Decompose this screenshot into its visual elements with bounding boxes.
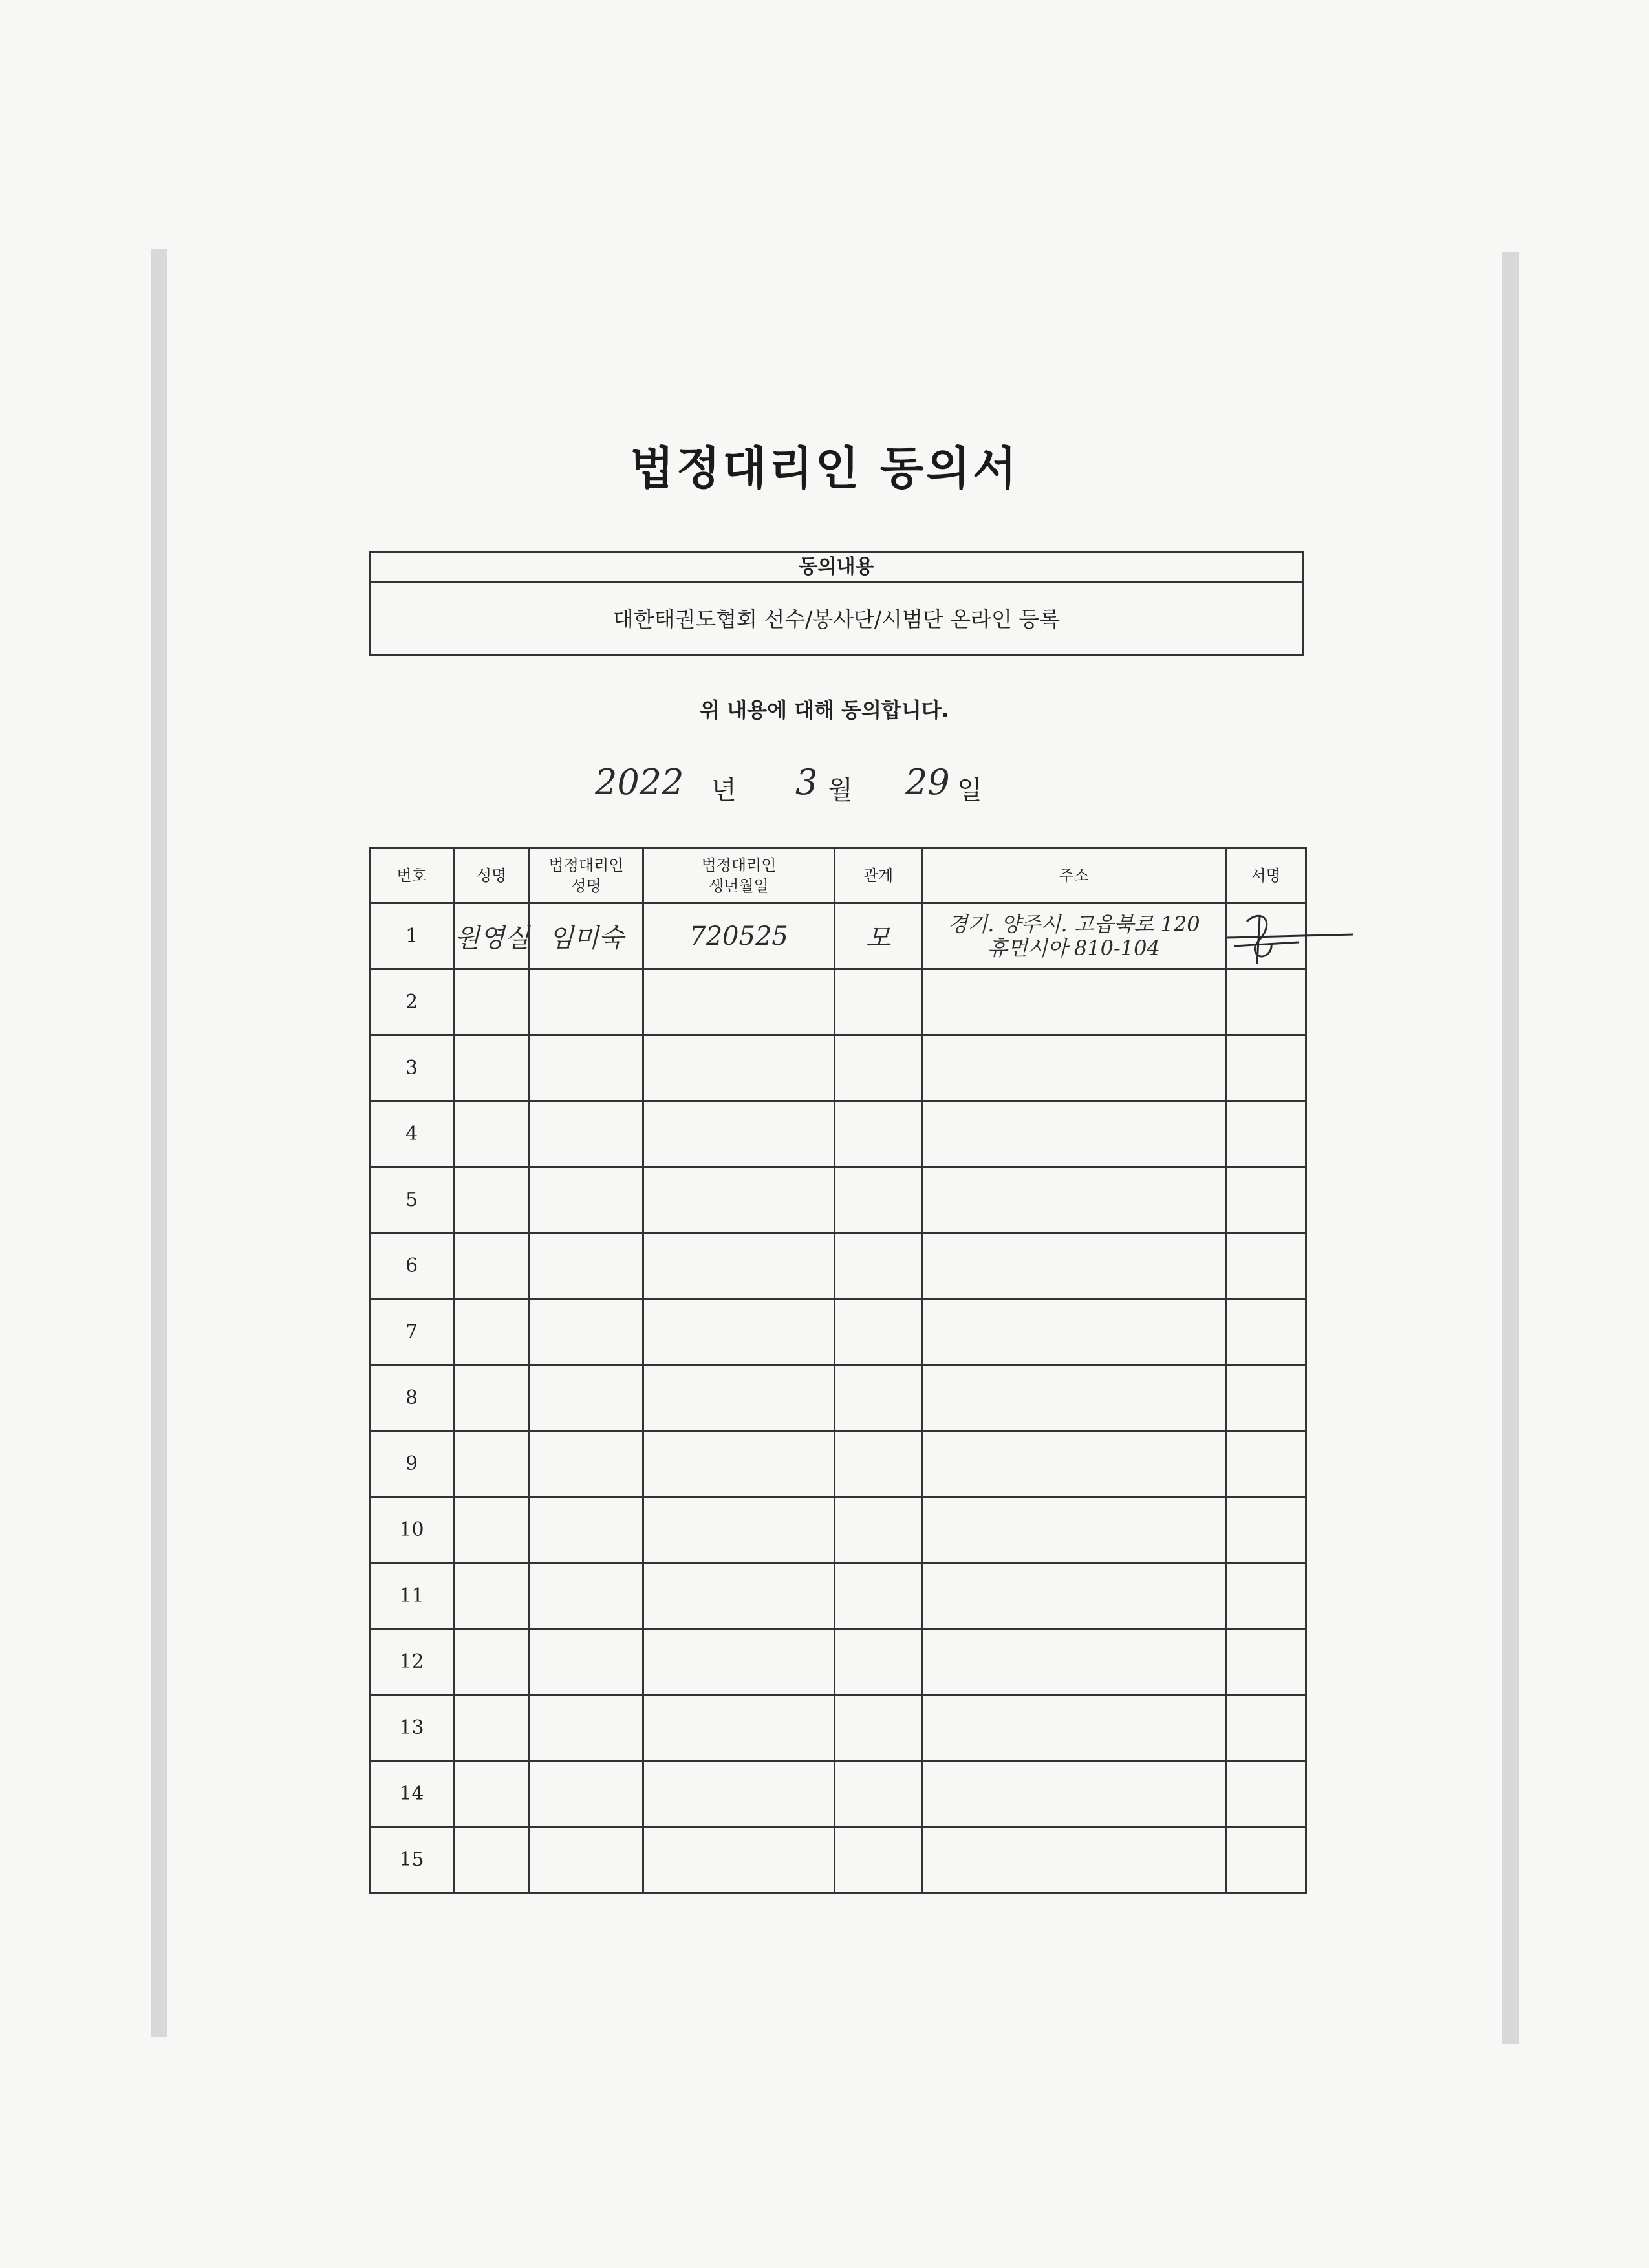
row-guardian-name (530, 1233, 643, 1299)
table-row (370, 1035, 1306, 1101)
row-guardian-birth (643, 1629, 835, 1695)
date-year: 2022 (595, 762, 684, 803)
header-address: 주소 (922, 848, 1226, 903)
row-name (454, 1365, 530, 1431)
header-guardian-name-line2: 성명 (571, 877, 601, 895)
table-row (370, 1629, 1306, 1695)
row-address (922, 1233, 1226, 1299)
date-line (595, 757, 1048, 815)
row-name (454, 969, 530, 1035)
row-name (454, 1233, 530, 1299)
row-name (454, 1497, 530, 1563)
row-no: 13 (370, 1695, 454, 1761)
row-guardian-birth (643, 1827, 835, 1893)
table-row (370, 1233, 1306, 1299)
row-guardian-name (530, 1101, 643, 1167)
row-name (454, 1695, 530, 1761)
row-signature (1226, 1233, 1306, 1299)
table-row (370, 969, 1306, 1035)
table-row (370, 1827, 1306, 1893)
row-relation (835, 969, 922, 1035)
row-guardian-birth (643, 969, 835, 1035)
row-no: 9 (370, 1431, 454, 1497)
row-guardian-name (530, 969, 643, 1035)
date-day: 29 (905, 762, 950, 803)
row-guardian-name (530, 1035, 643, 1101)
table-row (370, 1299, 1306, 1365)
row-address (922, 1431, 1226, 1497)
row-guardian-name: 임미숙 (530, 903, 643, 969)
row-guardian-name (530, 1299, 643, 1365)
row-guardian-name (530, 1761, 643, 1827)
row-no: 10 (370, 1497, 454, 1563)
header-guardian-birth-line1: 법정대리인 (701, 856, 777, 874)
scan-edge-right (1502, 252, 1519, 2044)
row-no: 3 (370, 1035, 454, 1101)
row-signature (1226, 1629, 1306, 1695)
row-signature (1226, 1035, 1306, 1101)
row-guardian-birth (643, 1365, 835, 1431)
row-name (454, 1761, 530, 1827)
row-relation (835, 1497, 922, 1563)
row-no: 7 (370, 1299, 454, 1365)
row-signature (1226, 1695, 1306, 1761)
row-address (922, 1563, 1226, 1629)
consent-heading: 동의내용 (371, 553, 1302, 583)
row-relation (835, 1629, 922, 1695)
row-guardian-birth (643, 1167, 835, 1233)
row-address (922, 1035, 1226, 1101)
row-guardian-name (530, 1431, 643, 1497)
table-row (370, 903, 1306, 969)
row-relation (835, 1827, 922, 1893)
row-guardian-birth (643, 1101, 835, 1167)
agreement-statement: 위 내용에 대해 동의합니다. (700, 698, 949, 722)
guardian-table (369, 847, 1307, 1894)
row-name: 원영실 (454, 903, 530, 969)
row-relation (835, 1167, 922, 1233)
row-signature (1226, 969, 1306, 1035)
row-guardian-birth (643, 1497, 835, 1563)
header-guardian-birth-line2: 생년월일 (709, 877, 769, 895)
row-no: 6 (370, 1233, 454, 1299)
row-address (922, 1695, 1226, 1761)
row-signature (1226, 1761, 1306, 1827)
row-address-line2: 휴먼시아 810-104 (987, 935, 1160, 960)
row-guardian-name (530, 1497, 643, 1563)
row-no: 11 (370, 1563, 454, 1629)
row-no: 4 (370, 1101, 454, 1167)
header-relation: 관계 (835, 848, 922, 903)
row-name (454, 1827, 530, 1893)
row-guardian-name (530, 1827, 643, 1893)
consent-text: 대한태권도협회 선수/봉사단/시범단 온라인 등록 (612, 607, 1061, 632)
row-name (454, 1101, 530, 1167)
table-row (370, 1761, 1306, 1827)
row-guardian-name (530, 1563, 643, 1629)
row-address (922, 1761, 1226, 1827)
row-address (922, 1365, 1226, 1431)
row-guardian-name (530, 1167, 643, 1233)
header-name: 성명 (454, 848, 530, 903)
header-guardian-birth (643, 848, 835, 903)
handwritten-signature (1221, 909, 1357, 967)
row-no: 5 (370, 1167, 454, 1233)
table-row (370, 1695, 1306, 1761)
row-relation (835, 1365, 922, 1431)
row-relation (835, 1695, 922, 1761)
row-relation (835, 1431, 922, 1497)
row-address (922, 1299, 1226, 1365)
row-address (922, 1101, 1226, 1167)
row-relation (835, 1233, 922, 1299)
row-signature (1226, 1563, 1306, 1629)
table-row (370, 1101, 1306, 1167)
row-address (922, 1497, 1226, 1563)
row-relation (835, 1299, 922, 1365)
row-signature (1226, 1167, 1306, 1233)
row-signature (1226, 1827, 1306, 1893)
row-no: 1 (370, 903, 454, 969)
row-name (454, 1431, 530, 1497)
row-no: 2 (370, 969, 454, 1035)
row-no: 8 (370, 1365, 454, 1431)
row-guardian-birth (643, 1761, 835, 1827)
row-guardian-birth (643, 1695, 835, 1761)
row-relation (835, 1101, 922, 1167)
row-guardian-name (530, 1695, 643, 1761)
row-guardian-birth (643, 1035, 835, 1101)
row-address (922, 903, 1226, 969)
header-signature: 서명 (1226, 848, 1306, 903)
row-guardian-birth: 720525 (643, 903, 835, 969)
table-row (370, 1497, 1306, 1563)
row-name (454, 1629, 530, 1695)
row-signature (1226, 1431, 1306, 1497)
row-no: 14 (370, 1761, 454, 1827)
row-guardian-name (530, 1629, 643, 1695)
row-guardian-birth (643, 1563, 835, 1629)
consent-box (369, 551, 1304, 656)
header-no: 번호 (370, 848, 454, 903)
row-address (922, 1827, 1226, 1893)
row-address-line1: 경기. 양주시. 고읍북로 120 (947, 911, 1200, 936)
row-relation (835, 1563, 922, 1629)
date-day-unit: 일 (957, 775, 982, 805)
table-row (370, 1563, 1306, 1629)
row-address (922, 969, 1226, 1035)
row-relation: 모 (835, 903, 922, 969)
row-signature (1226, 1299, 1306, 1365)
row-relation (835, 1035, 922, 1101)
row-signature (1226, 1497, 1306, 1563)
scan-edge-left (151, 249, 167, 2037)
row-guardian-birth (643, 1233, 835, 1299)
header-guardian-name (530, 848, 643, 903)
date-year-unit: 년 (711, 775, 737, 805)
row-guardian-birth (643, 1431, 835, 1497)
date-month-unit: 월 (828, 775, 853, 805)
row-name (454, 1299, 530, 1365)
row-no: 12 (370, 1629, 454, 1695)
row-name (454, 1035, 530, 1101)
row-no: 15 (370, 1827, 454, 1893)
table-header-row (370, 848, 1306, 903)
table-row (370, 1431, 1306, 1497)
date-month: 3 (795, 762, 818, 803)
document-title: 법정대리인 동의서 (630, 441, 1019, 495)
row-name (454, 1167, 530, 1233)
row-address (922, 1629, 1226, 1695)
row-address (922, 1167, 1226, 1233)
header-guardian-name-line1: 법정대리인 (548, 856, 624, 874)
row-guardian-name (530, 1365, 643, 1431)
row-relation (835, 1761, 922, 1827)
row-guardian-birth (643, 1299, 835, 1365)
table-row (370, 1167, 1306, 1233)
row-signature (1226, 1365, 1306, 1431)
row-signature (1226, 1101, 1306, 1167)
table-row (370, 1365, 1306, 1431)
row-name (454, 1563, 530, 1629)
